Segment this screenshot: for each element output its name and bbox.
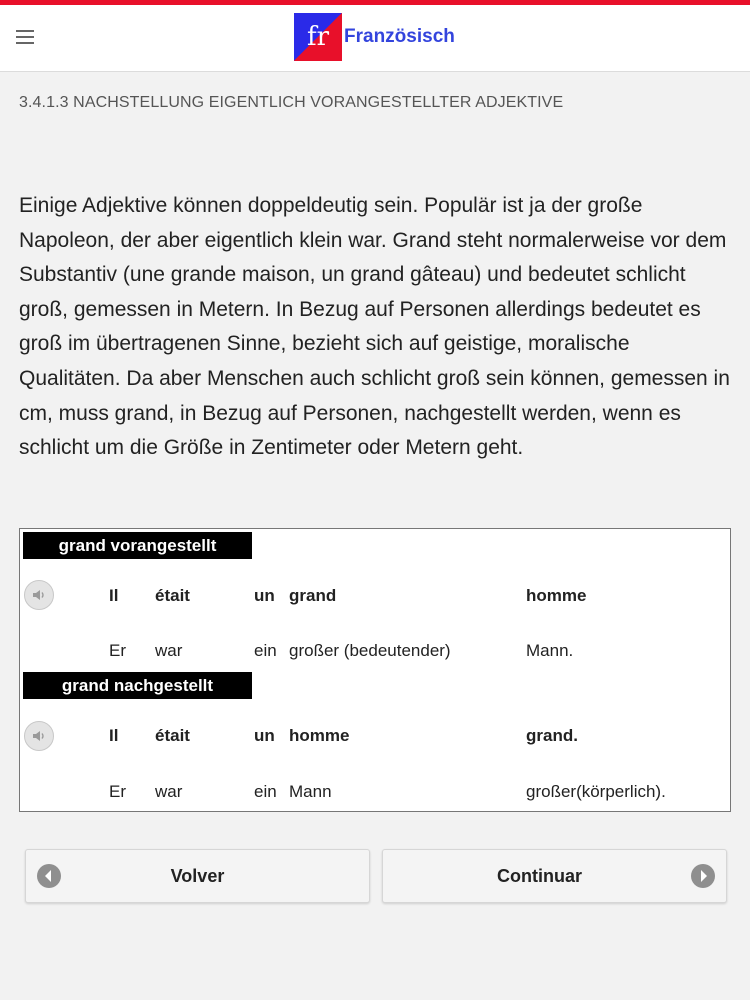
german-word: ein [254, 782, 277, 801]
speaker-icon [31, 728, 47, 744]
french-word: grand. [526, 726, 578, 745]
app-header [0, 5, 750, 72]
continue-button[interactable] [382, 849, 727, 903]
section-title: 3.4.1.3 NACHSTELLUNG EIGENTLICH VORANGESTELLTER ADJEKTIVE [19, 94, 564, 111]
back-button[interactable] [25, 849, 370, 903]
speaker-icon [31, 587, 47, 603]
french-word: homme [526, 586, 587, 605]
german-word: Mann [289, 782, 332, 801]
app-logo: fr [294, 13, 342, 61]
german-word: war [155, 782, 183, 801]
continue-button-label: Continuar [497, 866, 582, 886]
german-word: war [155, 641, 183, 660]
hamburger-menu-icon[interactable] [16, 30, 34, 44]
french-word: homme [289, 726, 350, 745]
play-audio-button[interactable] [24, 580, 54, 610]
group-heading: grand vorangestellt [23, 532, 252, 559]
app-title: Französisch [344, 26, 455, 47]
german-word: Er [109, 641, 126, 660]
arrow-right-circle-icon [691, 864, 715, 888]
german-word: Mann. [526, 641, 574, 660]
french-word: Il [109, 586, 119, 605]
french-word: était [155, 586, 190, 605]
french-word: un [254, 586, 275, 605]
example-table [19, 528, 731, 812]
french-word: était [155, 726, 190, 745]
french-word: grand [289, 586, 337, 605]
german-word: ein [254, 641, 277, 660]
german-word: Er [109, 782, 126, 801]
german-word: großer (bedeutender) [289, 641, 451, 660]
back-button-label: Volver [170, 866, 225, 886]
german-word: großer(körperlich). [526, 782, 666, 801]
french-word: Il [109, 726, 119, 745]
group-heading: grand nachgestellt [23, 672, 252, 699]
play-audio-button[interactable] [24, 721, 54, 751]
french-word: un [254, 726, 275, 745]
lesson-text: Einige Adjektive können doppeldeutig sein. Populär ist ja der große Napoleon, der aber eigentlich klein war. Grand steht normalerweise vor dem Substantiv (une grande maison, un grand gâteau) und bedeutet schlicht groß, gemessen in Metern. In Bezug auf Personen allerdings bedeutet es groß im übertragenen Sinne, bezieht sich auf geistige, moralische Qualitäten. Da aber Menschen auch schlicht groß sein können, gemessen in cm, muss grand, in Bezug auf Personen, nachgestellt werden, wenn es schlicht um die Größe in Zentimeter oder Metern geht. [19, 194, 730, 460]
